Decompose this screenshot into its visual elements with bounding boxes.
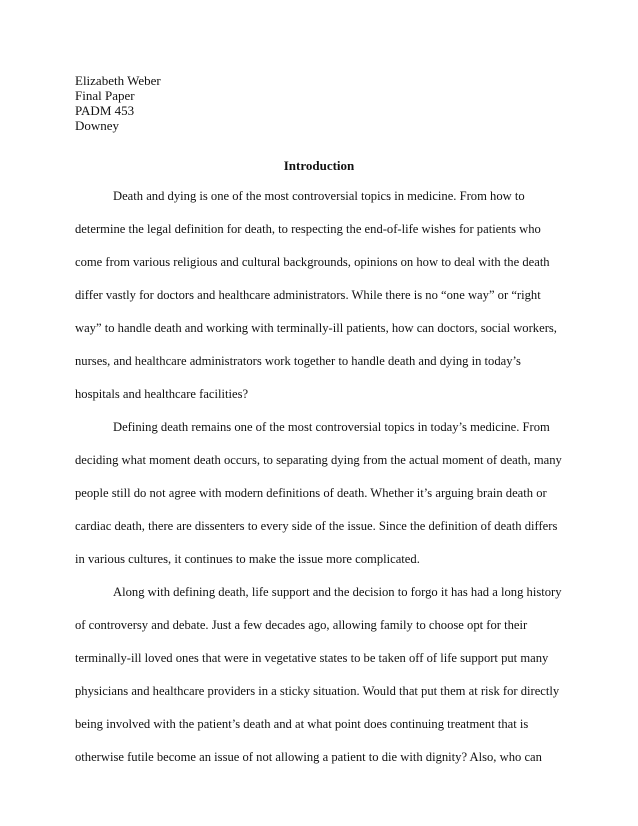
body-line: Death and dying is one of the most controversial topics in medicine. From how to (113, 189, 525, 203)
body-line: deciding what moment death occurs, to separating dying from the actual moment of death, many (75, 453, 562, 467)
body-line: terminally-ill loved ones that were in vegetative states to be taken off of life support put many (75, 651, 549, 665)
body-line: determine the legal definition for death, to respecting the end-of-life wishes for patients who (75, 222, 541, 236)
body-line: differ vastly for doctors and healthcare administrators. While there is no “one way” or “right (75, 288, 541, 302)
body-line: come from various religious and cultural backgrounds, opinions on how to deal with the death (75, 255, 550, 269)
course-code: PADM 453 (75, 103, 135, 118)
author-name: Elizabeth Weber (75, 73, 161, 88)
body-line: Defining death remains one of the most controversial topics in today’s medicine. From (113, 420, 550, 434)
header-block (75, 73, 161, 133)
body-line: in various cultures, it continues to make the issue more complicated. (75, 552, 420, 566)
body-line: way” to handle death and working with terminally-ill patients, how can doctors, social workers, (75, 321, 557, 335)
body-line: hospitals and healthcare facilities? (75, 387, 249, 401)
body-line: of controversy and debate. Just a few decades ago, allowing family to choose opt for their (75, 618, 528, 632)
body-line: physicians and healthcare providers in a sticky situation. Would that put them at risk for directly (75, 684, 560, 698)
body-line: Along with defining death, life support and the decision to forgo it has had a long history (113, 585, 562, 599)
section-title: Introduction (283, 158, 355, 173)
body-line: people still do not agree with modern definitions of death. Whether it’s arguing brain death or (75, 486, 547, 500)
body-line: being involved with the patient’s death and at what point does continuing treatment that is (75, 717, 529, 731)
document-type: Final Paper (75, 88, 135, 103)
body-line: otherwise futile become an issue of not allowing a patient to die with dignity? Also, who can (75, 750, 542, 764)
body-line: cardiac death, there are dissenters to every side of the issue. Since the definition of death differs (75, 519, 558, 533)
body-line: nurses, and healthcare administrators work together to handle death and dying in today’s (75, 354, 521, 368)
instructor-name: Downey (75, 118, 120, 133)
